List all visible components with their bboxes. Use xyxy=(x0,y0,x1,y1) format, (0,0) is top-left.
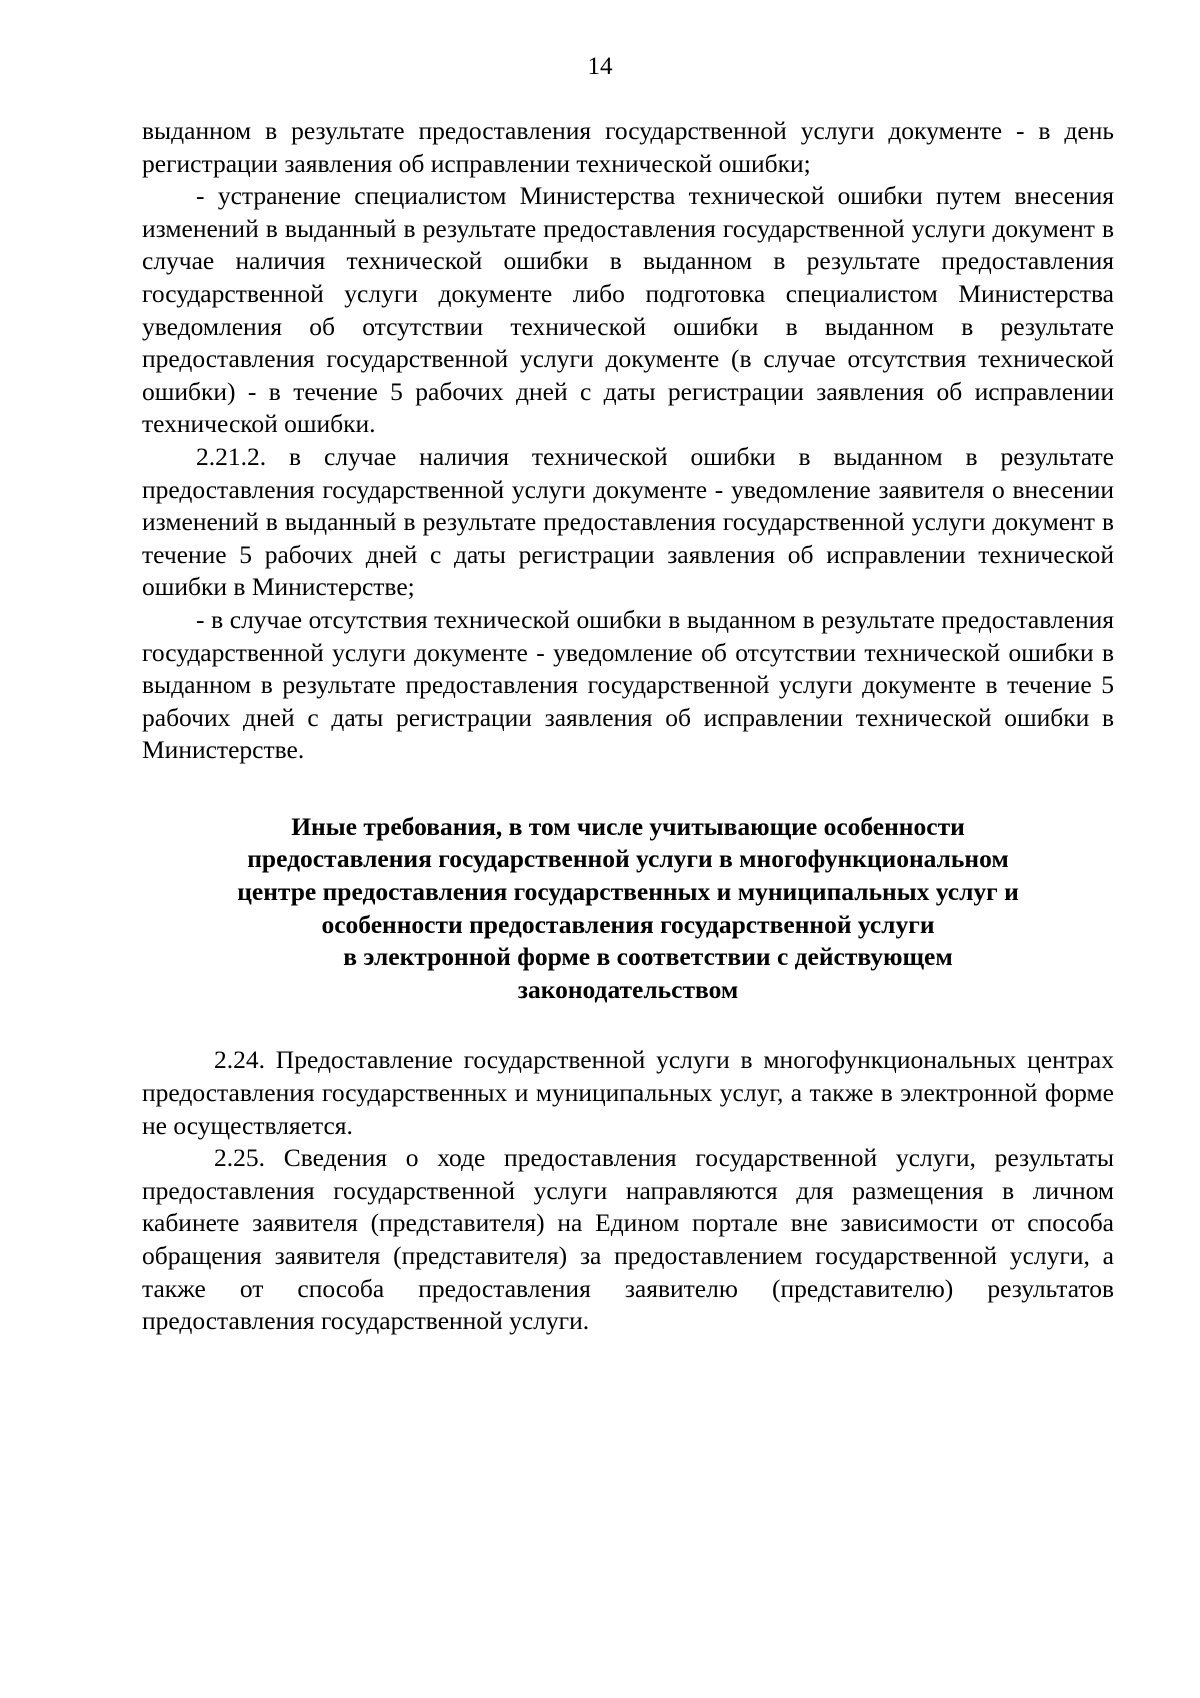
heading-line: предоставления государственной услуги в многофункциональном xyxy=(247,844,1009,874)
paragraph-2-21-2: 2.21.2. в случае наличия технической ошибки в выданном в результате предоставления государственной услуги документе - уведомление заявителя о внесении изменений в выданный в результате предоставления государственной услуги документ в течение 5 рабочих дней с даты регистрации заявления об исправлении технической ошибки в Министерстве; xyxy=(142,441,1114,602)
heading-line: особенности предоставления государственной услуги xyxy=(321,909,935,939)
section-heading xyxy=(142,811,1114,1007)
heading-line: центре предоставления государственных и муниципальных услуг и xyxy=(237,877,1019,907)
paragraph-2-25: 2.25. Сведения о ходе предоставления государственной услуги, результаты предоставления государственной услуги направляются для размещения в личном кабинете заявителя (представителя) на Едином портале вне зависимости от способа обращения заявителя (представителя) за предоставлением государственной услуги, а также от способа предоставления заявителю (представителю) результатов предоставления государственной услуги. xyxy=(142,1143,1114,1336)
heading-line: в электронной форме в соответствии с действующем xyxy=(343,942,953,972)
heading-line: Иные требования, в том числе учитывающие особенности xyxy=(291,811,965,841)
paragraph-2-24: 2.24. Предоставление государственной услуги в многофункциональных центрах предоставления государственных и муниципальных услуг, а также в электронной форме не осуществляется. xyxy=(142,1045,1114,1140)
paragraph-technical-error-fix: - устранение специалистом Министерства технической ошибки путем внесения изменений в выданный в результате предоставления государственной услуги документ в случае наличия технической ошибки в выданном в результате предоставления государственной услуги документе либо подготовка специалистом Министерства уведомления об отсутствии технической ошибки в выданном в результате предоставления государственной услуги документе (в случае отсутствия технической ошибки) - в течение 5 рабочих дней с даты регистрации заявления об исправлении технической ошибки. xyxy=(142,181,1114,439)
paragraph-no-technical-error: - в случае отсутствия технической ошибки в выданном в результате предоставления государственной услуги документе - уведомление об отсутствии технической ошибки в выданном в результате предоставления государственной услуги документе в течение 5 рабочих дней с даты регистрации заявления об исправлении технической ошибки в Министерстве. xyxy=(142,604,1114,765)
heading-line: законодательством xyxy=(517,974,739,1004)
document-body xyxy=(142,115,1114,1338)
paragraph-continuation: выданном в результате предоставления государственной услуги документе - в день регистрации заявления об исправлении технической ошибки; xyxy=(142,116,1114,178)
page-number: 14 xyxy=(587,53,613,80)
